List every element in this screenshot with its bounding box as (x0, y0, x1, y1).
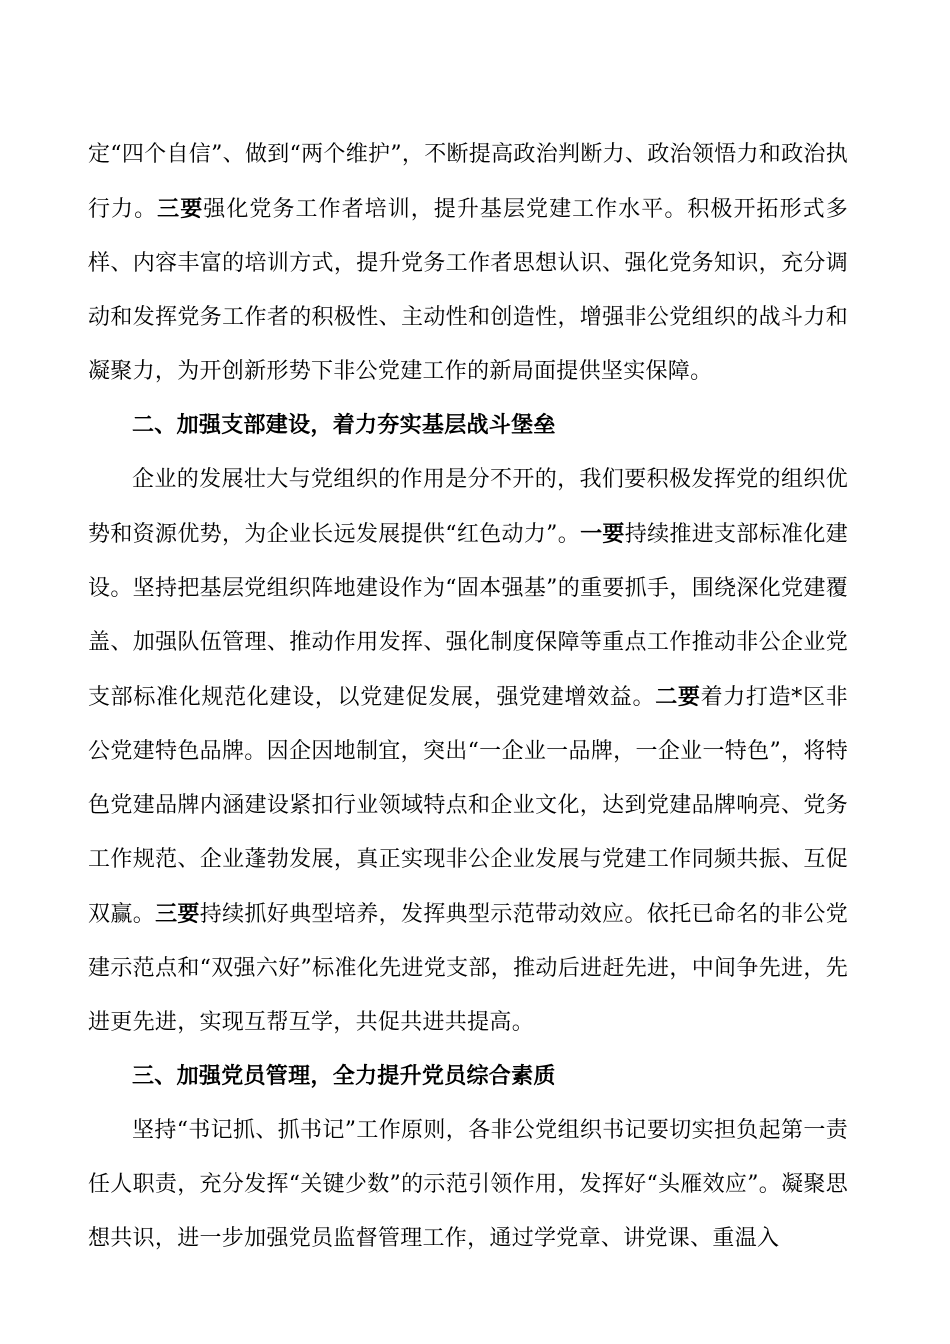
paragraph-text: 持续抓好典型培养，发挥典型示范带动效应。依托已命名的非公党建示范点和“双强六好”标准化先进党支部，推动后进赶先进，中间争先进，先进更先进，实现互帮互学，共促共进共提高。 (88, 902, 848, 1035)
paragraph-text: 企业的发展壮大与党组织的作用是分不开的，我们要积极发挥党的组织优势和资源优势，为企业长远发展提供“红色动力”。 (88, 467, 848, 547)
section-heading-3: 三、加强党员管理，全力提升党员综合素质 (132, 1064, 556, 1089)
bold-lead: 三要 (157, 196, 204, 222)
bold-lead: 一要 (580, 521, 625, 547)
paragraph-text: 定“四个自信”、做到“两个维护”，不断提高政治判断力、政治领悟力和政治执行力。 (88, 142, 848, 222)
paragraph-training (88, 128, 848, 399)
section-heading-2: 二、加强支部建设，着力夯实基层战斗堡垒 (132, 413, 556, 438)
paragraph-member-management (88, 1104, 848, 1266)
bold-lead: 二要 (655, 684, 701, 710)
bold-lead: 三要 (155, 901, 200, 927)
document-body (88, 128, 848, 1266)
paragraph-text: 着力打造*区非公党建特色品牌。因企因地制宜，突出“一企业一品牌，一企业一特色”，将特色党建品牌内涵建设紧扣行业领域特点和企业文化，达到党建品牌响亮、党务工作规范、企业蓬勃发展，真正实现非公企业发展与党建工作同频共振、互促双赢。 (88, 685, 848, 927)
paragraph-text: 坚持“书记抓、抓书记”工作原则，各非公党组织书记要切实担负起第一责任人职责，充分发挥“关键少数”的示范引领作用，发挥好“头雁效应”。凝聚思想共识，进一步加强党员监督管理工作，通过学党章、讲党课、重温入 (88, 1118, 848, 1251)
paragraph-branch-building (88, 453, 848, 1050)
paragraph-text: 持续推进支部标准化建设。坚持把基层党组织阵地建设作为“固本强基”的重要抓手，围绕深化党建覆盖、加强队伍管理、推动作用发挥、强化制度保障等重点工作推动非公企业党支部标准化规范化建设，以党建促发展，强党建增效益。 (88, 522, 848, 710)
paragraph-text: 强化党务工作者培训，提升基层党建工作水平。积极开拓形式多样、内容丰富的培训方式，提升党务工作者思想认识、强化党务知识，充分调动和发挥党务工作者的积极性、主动性和创造性，增强非公党组织的战斗力和凝聚力，为开创新形势下非公党建工作的新局面提供坚实保障。 (88, 197, 848, 384)
